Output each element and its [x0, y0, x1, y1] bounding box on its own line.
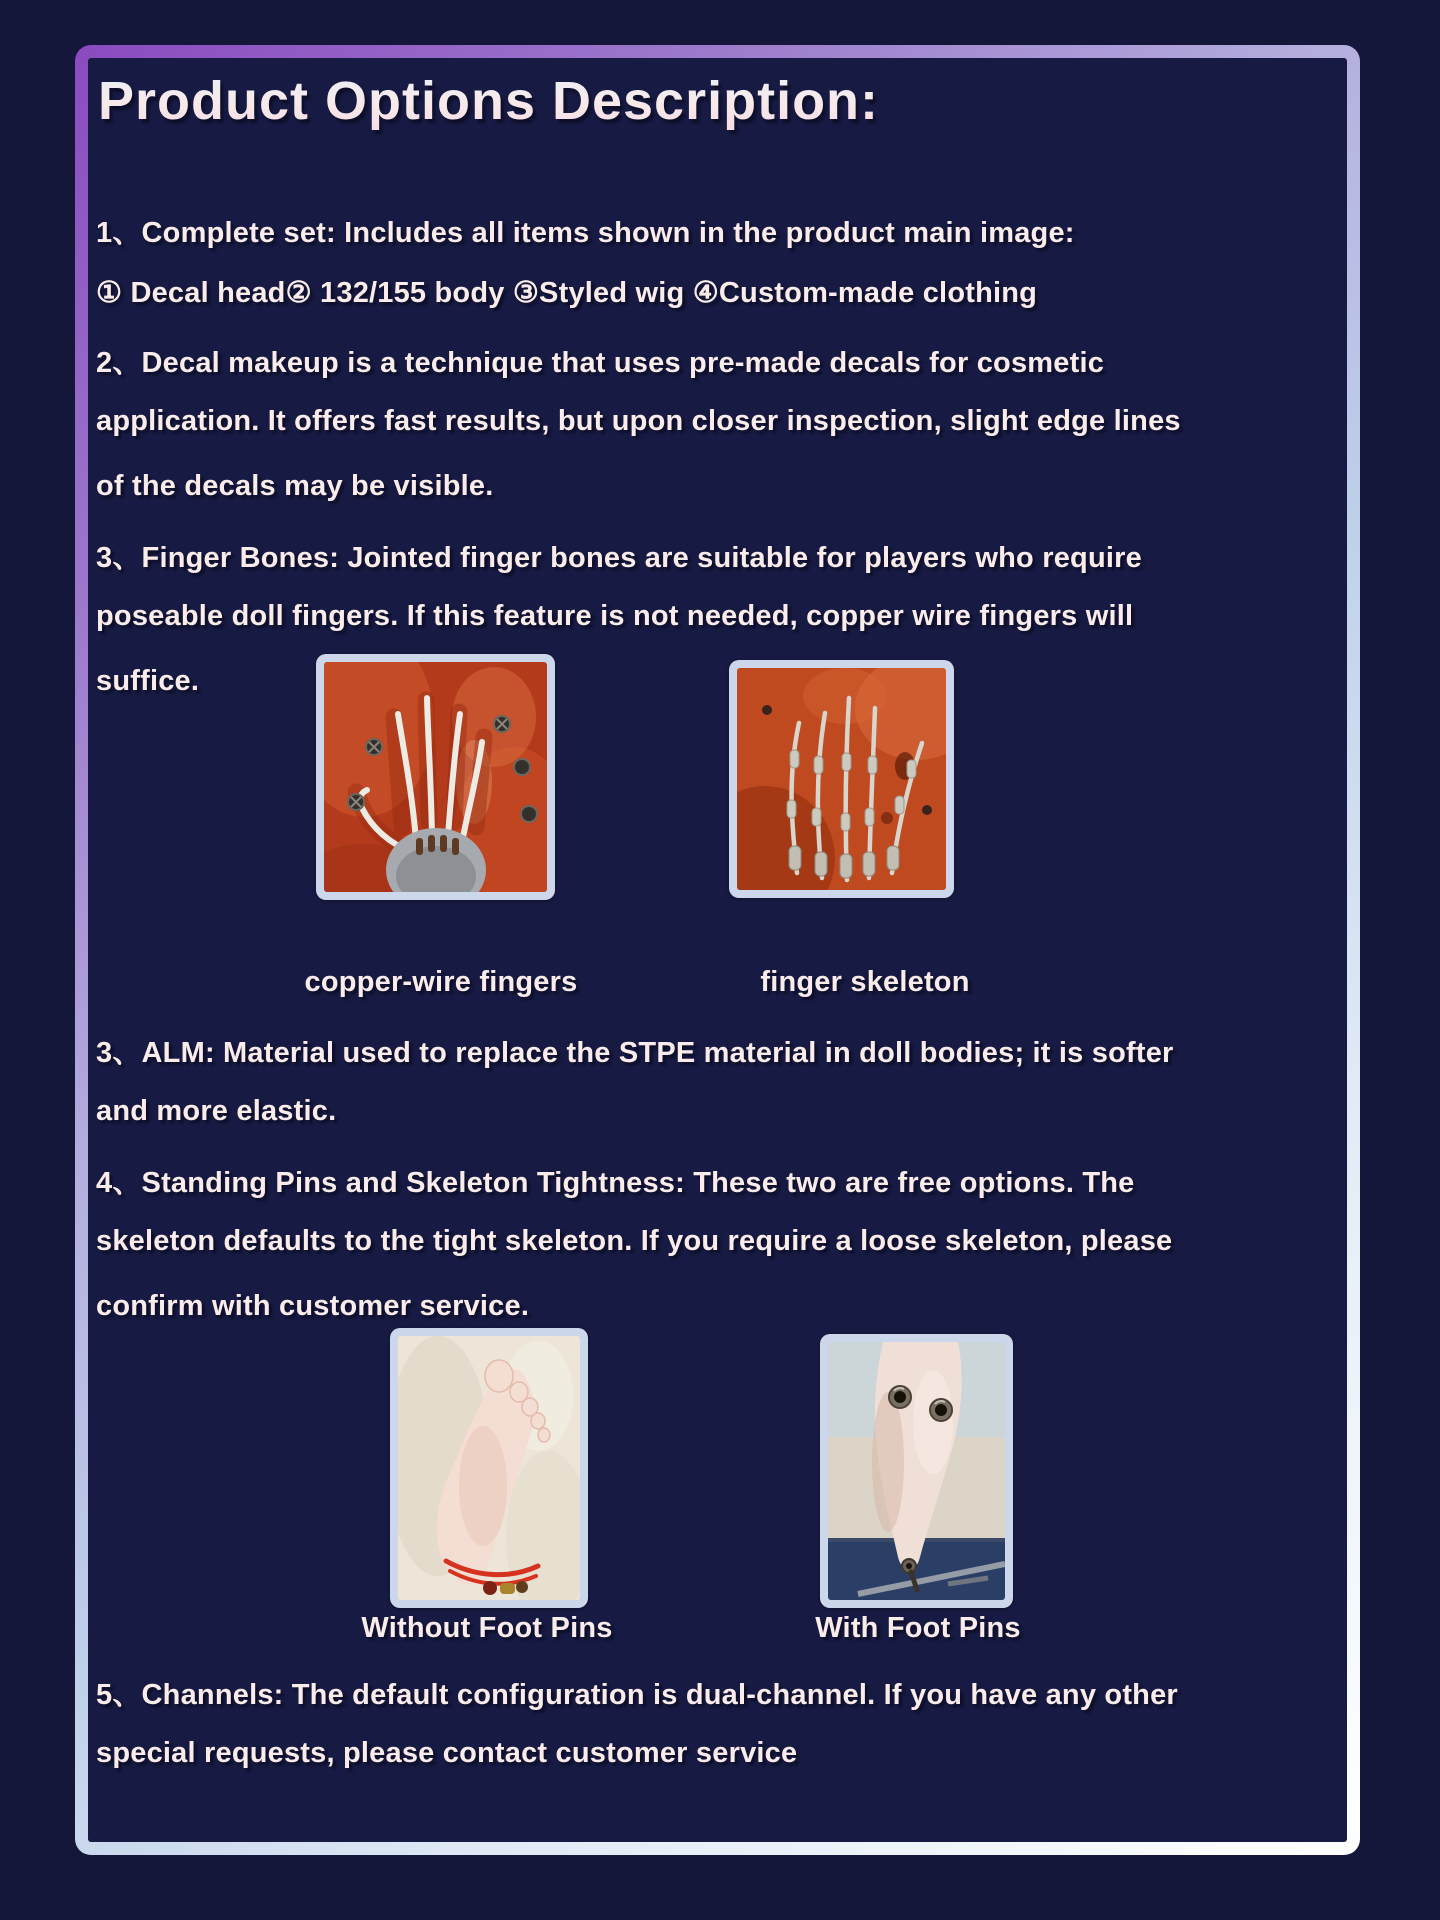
without-foot-pins-image: [398, 1336, 580, 1600]
line-decal-makeup-1: 2、Decal makeup is a technique that uses pre-made decals for cosmetic: [96, 347, 1105, 379]
finger-skeleton-image: [737, 668, 946, 890]
caption-without-foot-pins: Without Foot Pins: [361, 1612, 613, 1644]
finger-skeleton-photo: [729, 660, 954, 898]
copper-wire-fingers-photo: [316, 654, 555, 900]
caption-copper-wire-fingers: copper-wire fingers: [304, 966, 578, 998]
line-standing-pins-1: 4、Standing Pins and Skeleton Tightness: These two are free options. The: [96, 1167, 1135, 1199]
without-foot-pins-photo: [390, 1328, 588, 1608]
line-channels-1: 5、Channels: The default configuration is dual-channel. If you have any other: [96, 1679, 1178, 1711]
line-channels-2: special requests, please contact customer service: [96, 1737, 798, 1769]
caption-with-foot-pins: With Foot Pins: [815, 1612, 1021, 1644]
line-complete-set: 1、Complete set: Includes all items shown in the product main image:: [96, 217, 1075, 249]
line-finger-bones-2: poseable doll fingers. If this feature is not needed, copper wire fingers will: [96, 600, 1134, 632]
line-decal-makeup-2: application. It offers fast results, but upon closer inspection, slight edge lines: [96, 405, 1181, 437]
copper-wire-fingers-image: [324, 662, 547, 892]
panel-content: [88, 58, 1347, 1842]
page-title: Product Options Description:: [98, 71, 880, 131]
line-finger-bones-3: suffice.: [96, 665, 200, 697]
line-set-contents: ① Decal head② 132/155 body ③Styled wig ④Custom-made clothing: [96, 277, 1038, 309]
line-decal-makeup-3: of the decals may be visible.: [96, 470, 494, 502]
line-standing-pins-2: skeleton defaults to the tight skeleton. If you require a loose skeleton, please: [96, 1225, 1173, 1257]
gradient-border-panel: [75, 45, 1360, 1855]
line-standing-pins-3: confirm with customer service.: [96, 1290, 530, 1322]
with-foot-pins-image: [828, 1342, 1005, 1600]
with-foot-pins-photo: [820, 1334, 1013, 1608]
line-alm-2: and more elastic.: [96, 1095, 337, 1127]
line-finger-bones-1: 3、Finger Bones: Jointed finger bones are suitable for players who require: [96, 542, 1142, 574]
caption-finger-skeleton: finger skeleton: [760, 966, 970, 998]
line-alm-1: 3、ALM: Material used to replace the STPE material in doll bodies; it is softer: [96, 1037, 1174, 1069]
